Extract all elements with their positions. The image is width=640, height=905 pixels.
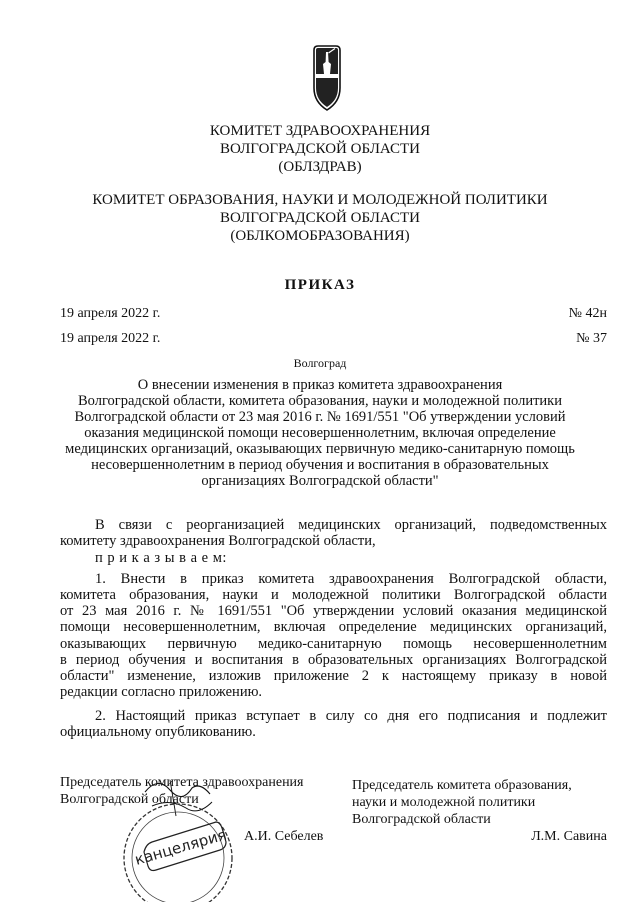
coat-of-arms-icon [312,44,342,112]
order-subject [0,377,640,489]
body-line: официальному опубликованию. [60,724,256,740]
signature-line: Волгоградской области [60,792,199,807]
order-number: № 42н [568,306,607,321]
signature-line: Председатель комитета образования, [352,778,572,793]
header-line: КОМИТЕТ ЗДРАВООХРАНЕНИЯ [209,123,431,139]
committee-education-header [0,191,640,245]
city-name: Волгоград [293,356,347,370]
signature-line: Председатель комитета здравоохранения [60,775,304,790]
subject-line: организациях Волгоградской области" [201,473,439,489]
header-line: (ОБЛЗДРАВ) [278,159,362,175]
subject-line: несовершеннолетним в период обучения и воспитания в образовательных [91,457,549,473]
subject-line: Волгоградской области от 23 мая 2016 г. № 1691/551 "Об утверждении условий [74,409,566,425]
subject-line: Волгоградской области, комитета образования, науки и молодежной политики [78,393,562,409]
body-line: редакции согласно приложению. [60,684,263,700]
body-line: 2. Настоящий приказ вступает в силу со дня его подписания и подлежит [95,708,607,724]
body-line: оказывающих первичную медико-санитарную помощь несовершеннолетним [60,636,607,652]
committee-health-header [0,122,640,176]
office-stamp-icon [116,796,246,902]
subject-line: оказания медицинской помощи несовершеннолетним, включая определение [84,425,556,441]
body-line: помощи несовершеннолетним, включая определение медицинских организаций, [60,619,607,635]
header-line: (ОБЛКОМОБРАЗОВАНИЯ) [230,228,410,244]
body-line: 1. Внести в приказ комитета здравоохранения Волгоградской области, [95,571,607,587]
header-line: ВОЛГОГРАДСКОЙ ОБЛАСТИ [220,210,420,226]
header-line: ВОЛГОГРАДСКОЙ ОБЛАСТИ [220,141,420,157]
order-date: 19 апреля 2022 г. [60,331,161,346]
body-line: области" изменение, изложив приложение 2 к настоящему приказу в новой [60,668,607,684]
body-line: комитета образования, науки и молодежной политики Волгоградской области [60,587,607,603]
signature-right-name: Л.М. Савина [531,829,607,844]
body-line: в период обучения и воспитания в образовательных организациях Волгоградской [60,652,607,668]
signature-line: Волгоградской области [352,812,491,827]
header-line: КОМИТЕТ ОБРАЗОВАНИЯ, НАУКИ И МОЛОДЕЖНОЙ ПОЛИТИКИ [92,192,548,208]
order-date: 19 апреля 2022 г. [60,306,161,321]
signature-line: науки и молодежной политики [352,795,536,810]
order-word: п р и к а з ы в а е м: [95,550,227,566]
document-title: ПРИКАЗ [284,277,356,293]
body-line: комитету здравоохранения Волгоградской области, [60,533,376,549]
signature-left-name: А.И. Себелев [244,829,324,844]
body-line: от 23 мая 2016 г. № 1691/551 "Об утверждении условий оказания медицинской [60,603,607,619]
stamp-text: канцелярия [132,825,229,869]
subject-line: О внесении изменения в приказ комитета здравоохранения [137,377,503,393]
order-number: № 37 [576,331,607,346]
signature-right-position [352,777,572,828]
body-line: В связи с реорганизацией медицинских организаций, подведомственных [95,517,607,533]
subject-line: медицинских организаций, оказывающих первичную медико-санитарную помощь [65,441,575,457]
